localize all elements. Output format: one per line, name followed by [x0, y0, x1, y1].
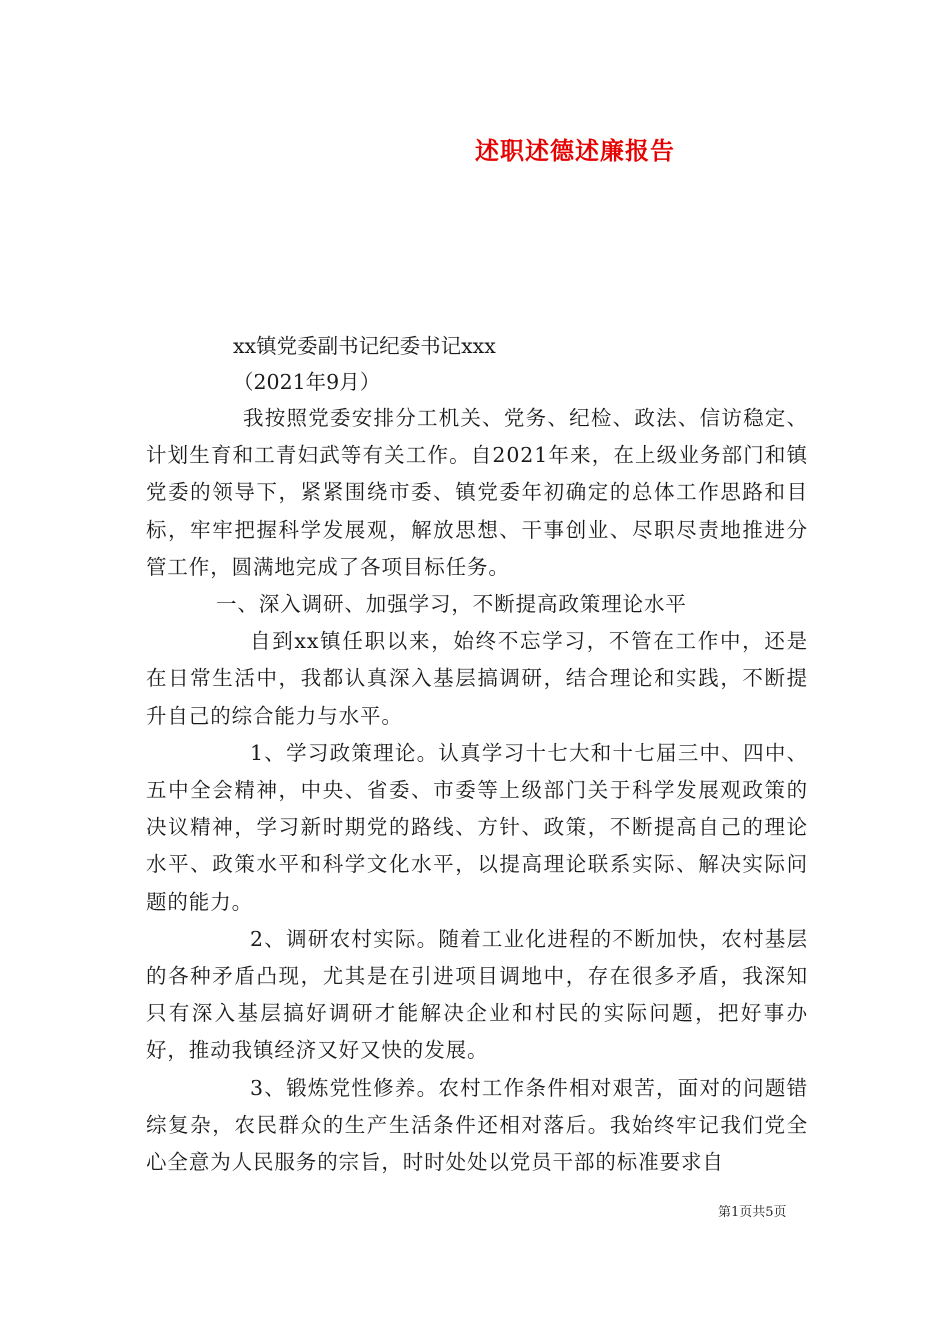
- page-number: 第1页共5页: [718, 1205, 787, 1220]
- document-body: [146, 400, 808, 1181]
- paragraph-intro: 我按照党委安排分工机关、党务、纪检、政法、信访稳定、计划生育和工青妇武等有关工作。自2021年来，在上级业务部门和镇党委的领导下，紧紧围绕市委、镇党委年初确定的总体工作思路和目标，牢牢把握科学发展观，解放思想、干事创业、尽职尽责地推进分管工作，圆满地完成了各项目标任务。: [146, 406, 808, 579]
- author-line: xx镇党委副书记纪委书记xxx: [233, 334, 496, 358]
- date-line: （2021年9月）: [233, 370, 381, 394]
- section-heading: 一、深入调研、加强学习，不断提高政策理论水平: [216, 592, 687, 617]
- paragraph-item-3: 3、锻炼党性修养。农村工作条件相对艰苦，面对的问题错综复杂，农民群众的生产生活条件还相对落后。我始终牢记我们党全心全意为人民服务的宗旨，时时处处以党员干部的标准要求自: [146, 1075, 808, 1175]
- paragraph-item-1: 1、学习政策理论。认真学习十七大和十七届三中、四中、五中全会精神，中央、省委、市委等上级部门关于科学发展观政策的决议精神，学习新时期党的路线、方针、政策，不断提高自己的理论水平、政策水平和科学文化水平，以提高理论联系实际、解决实际问题的能力。: [146, 740, 808, 914]
- document-title: 述职述德述廉报告: [475, 136, 675, 165]
- paragraph-item-2: 2、调研农村实际。随着工业化进程的不断加快，农村基层的各种矛盾凸现，尤其是在引进项目调地中，存在很多矛盾，我深知只有深入基层搞好调研才能解决企业和村民的实际问题，把好事办好，推动我镇经济又好又快的发展。: [146, 926, 808, 1063]
- paragraph-section-intro: 自到xx镇任职以来，始终不忘学习，不管在工作中，还是在日常生活中，我都认真深入基层搞调研，结合理论和实践，不断提升自己的综合能力与水平。: [146, 629, 808, 728]
